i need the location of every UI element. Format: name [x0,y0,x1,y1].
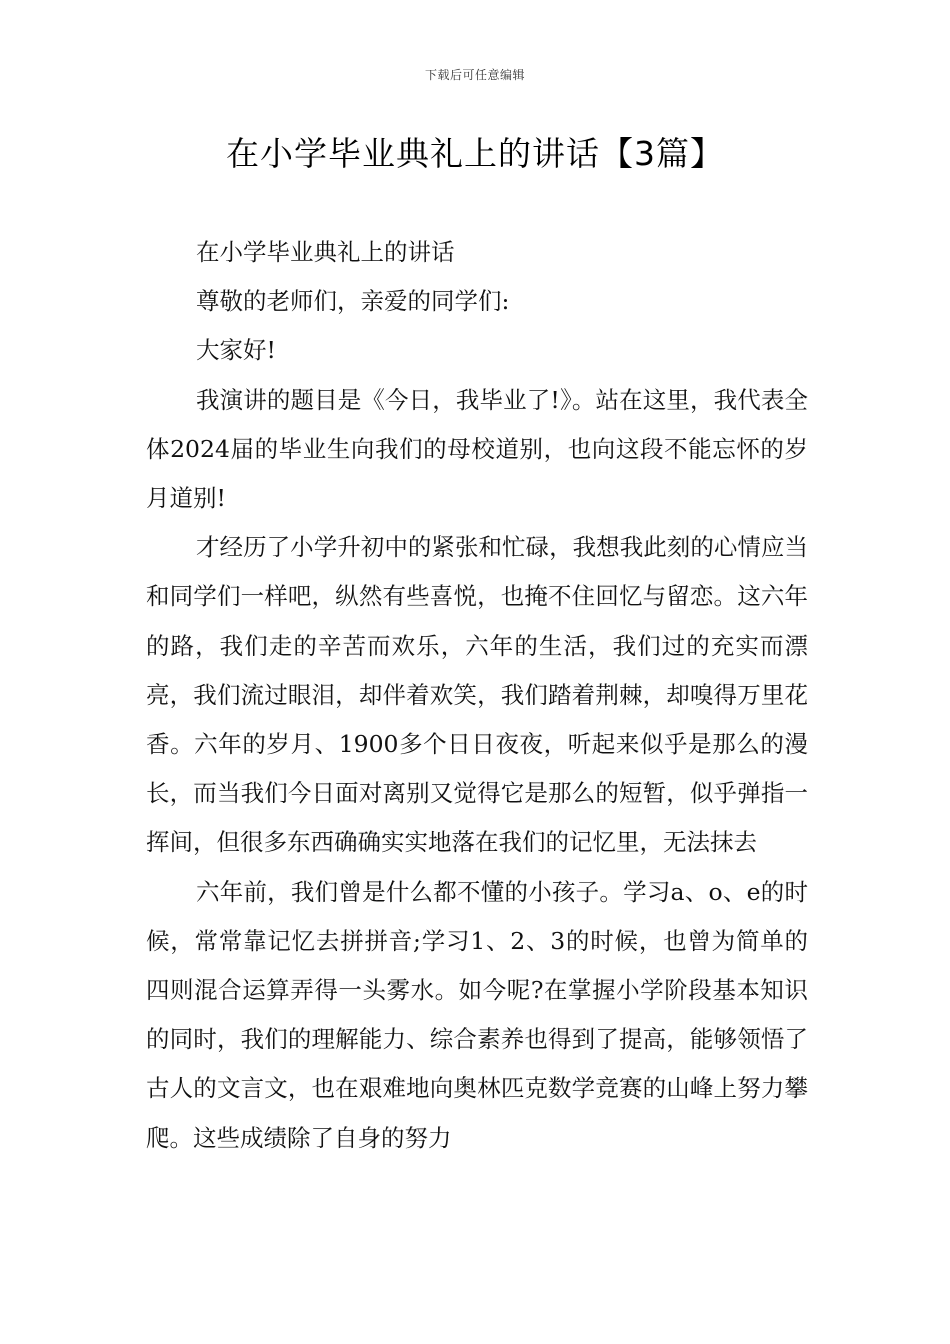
header-note: 下载后可任意编辑 [424,68,525,82]
paragraph: 我演讲的题目是《今日，我毕业了!》。站在这里，我代表全体2024届的毕业生向我们的母校道别，也向这段不能忘怀的岁月道别! [146,385,808,513]
paragraph-greeting: 大家好! [196,336,276,365]
paragraph: 六年前，我们曾是什么都不懂的小孩子。学习a、o、e的时候，常常靠记忆去拼拼音;学习1、2、3的时候，也曾为简单的四则混合运算弄得一头雾水。如今呢?在掌握小学阶段基本知识的同时，我们的理解能力、综合素养也得到了提高，能够领悟了古人的文言文，也在艰难地向奥林匹克数学竞赛的山峰上努力攀爬。这些成绩除了自身的努力 [146,877,808,1152]
document-body [146,228,808,1163]
paragraph: 才经历了小学升初中的紧张和忙碌，我想我此刻的心情应当和同学们一样吧，纵然有些喜悦，也掩不住回忆与留恋。这六年的路，我们走的辛苦而欢乐，六年的生活，我们过的充实而漂亮，我们流过眼泪，却伴着欢笑，我们踏着荆棘，却嗅得万里花香。六年的岁月、1900多个日日夜夜，听起来似乎是那么的漫长，而当我们今日面对离别又觉得它是那么的短暂，似乎弹指一挥间，但很多东西确确实实地落在我们的记忆里，无法抹去 [146,533,808,857]
paragraph-subtitle: 在小学毕业典礼上的讲话 [196,238,455,266]
paragraph-salutation: 尊敬的老师们，亲爱的同学们: [196,287,510,316]
document-title: 在小学毕业典礼上的讲话【3篇】 [226,134,724,173]
